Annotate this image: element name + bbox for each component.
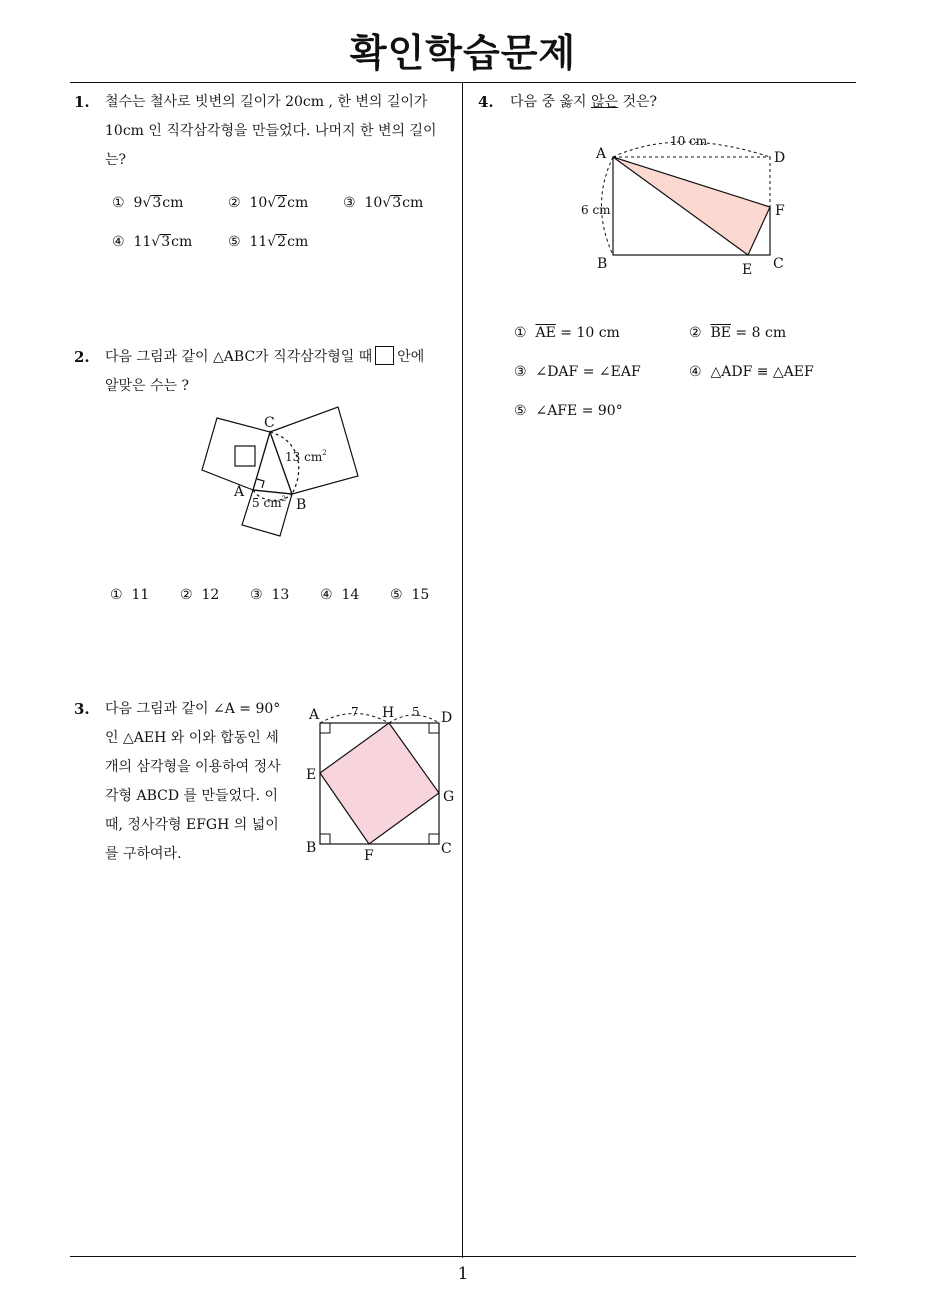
fig3-label-g: G xyxy=(443,789,455,805)
q3-line: 각형 ABCD 를 만들었다. 이 xyxy=(105,788,279,804)
footer-rule xyxy=(70,1256,856,1257)
fig3-label-e: E xyxy=(306,767,317,783)
q2-text xyxy=(105,343,460,401)
q1-option-5[interactable]: ⑤ 11√2cm xyxy=(228,234,309,250)
q4-option-1[interactable]: ① $\overline{AE} = 10$ cm xyxy=(514,325,620,341)
q4-option-4[interactable]: ④ △ADF ≡ △AEF xyxy=(689,364,814,380)
q1-line: 10cm 인 직각삼각형을 만들었다. 나머지 한 변의 길이 xyxy=(105,123,437,139)
fig3-length-5: 5 xyxy=(412,705,420,719)
fig3-length-7: 7 xyxy=(351,705,359,719)
svg-text:5 cm2: 5 $cm^2$ xyxy=(252,495,287,510)
q4-number: 4. xyxy=(478,93,494,111)
q2-line: 알맞은 수는 ? xyxy=(105,378,190,394)
q3-line: 때, 정사각형 EFGH 의 넓이 xyxy=(105,817,279,833)
fig4-label-e: E xyxy=(742,262,753,278)
fig3-label-a: A xyxy=(309,707,320,723)
fig4-label-c: C xyxy=(773,256,784,272)
q2-option-3[interactable]: ③ 13 xyxy=(250,587,290,603)
q1-option-3[interactable]: ③ 10√3cm xyxy=(343,195,424,211)
fig4-length-left: 6 cm xyxy=(581,203,611,217)
q2-option-1[interactable]: ① 11 xyxy=(110,587,150,603)
q1-line: 는? xyxy=(105,152,127,168)
fig2-area-5: 5 xyxy=(252,496,260,510)
q2-option-2[interactable]: ② 12 xyxy=(180,587,220,603)
fig3-label-h: H xyxy=(382,705,395,721)
fig4-label-d: D xyxy=(774,150,786,166)
q3-line: 를 구하여라. xyxy=(105,846,182,862)
page-number: 1 xyxy=(457,1264,469,1284)
fig4-label-b: B xyxy=(597,256,608,272)
fig3-label-f: F xyxy=(364,848,374,864)
q4-option-2[interactable]: ② $\overline{BE} = 8$ cm xyxy=(689,325,787,341)
fig4-label-a: A xyxy=(596,146,607,162)
fig4-label-f: F xyxy=(775,203,785,219)
q1-option-4[interactable]: ④ 11√3cm xyxy=(112,234,193,250)
q1-text xyxy=(105,88,455,175)
page-title: 확인학습문제 xyxy=(349,31,577,75)
fig3-label-b: B xyxy=(306,840,317,856)
fig3-label-c: C xyxy=(441,841,452,857)
q1-option-2[interactable]: ② 10√2cm xyxy=(228,195,309,211)
q3-line: 인 △AEH 와 이와 합동인 세 xyxy=(105,730,279,746)
q3-line: 다음 그림과 같이 ∠A = 90° xyxy=(105,701,281,717)
q1-option-1[interactable]: ① 9√3cm xyxy=(112,195,184,211)
q4-underlined-word: 않은 xyxy=(590,94,619,110)
column-divider xyxy=(462,82,463,1258)
fig4-length-top: 10 cm xyxy=(670,134,708,148)
fig2-label-b: B xyxy=(296,497,307,513)
q2-line: 다음 그림과 같이 △ABC가 직각삼각형일 때 xyxy=(105,349,373,365)
q1-line: 철수는 철사로 빗변의 길이가 20cm , 한 변의 길이가 xyxy=(105,94,428,110)
q3-text xyxy=(105,695,305,869)
fig2-label-a: A xyxy=(234,484,245,500)
q4-text: 다음 중 옳지 않은 것은? xyxy=(510,94,658,110)
q1-number: 1. xyxy=(74,93,90,111)
header-rule xyxy=(70,82,856,83)
q4-option-5[interactable]: ⑤ ∠AFE = 90° xyxy=(514,403,623,419)
q2-option-4[interactable]: ④ 14 xyxy=(320,587,360,603)
svg-text:13 cm2: 13 $cm^2$ xyxy=(285,449,327,464)
q4-option-3[interactable]: ③ ∠DAF = ∠EAF xyxy=(514,364,641,380)
q3-number: 3. xyxy=(74,700,90,718)
fig2-label-c: C xyxy=(264,415,275,431)
q2-option-5[interactable]: ⑤ 15 xyxy=(390,587,430,603)
blank-box xyxy=(375,346,394,365)
q2-number: 2. xyxy=(74,348,90,366)
q2-line: 안에 xyxy=(397,349,425,365)
fig2-area-13: 13 xyxy=(285,450,301,464)
fig3-label-d: D xyxy=(441,710,453,726)
q3-line: 개의 삼각형을 이용하여 정사 xyxy=(105,759,281,775)
